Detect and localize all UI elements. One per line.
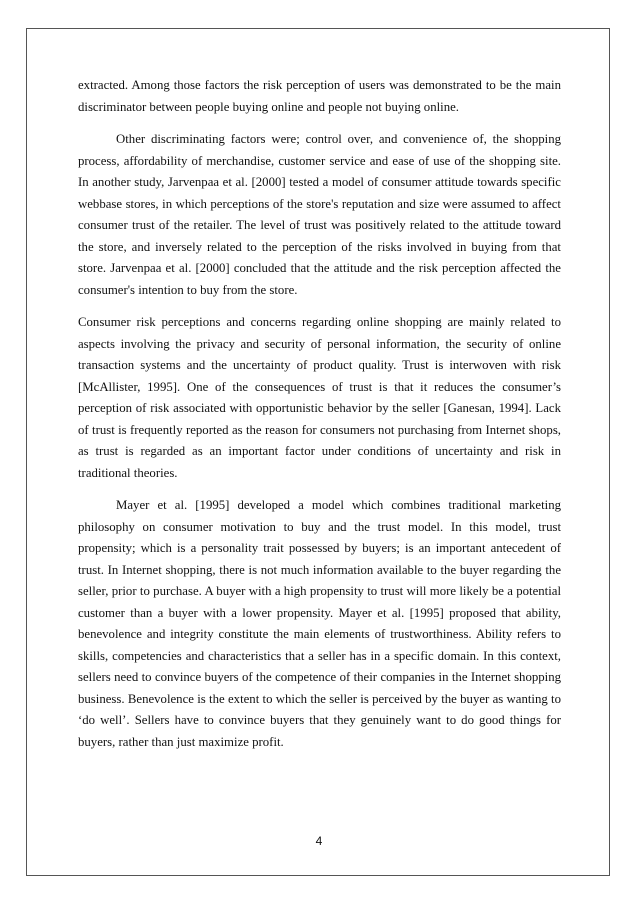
- paragraph-discriminating-factors: Other discriminating factors were; control over, and convenience of, the shopping process, affordability of merchandise, customer service and ease of use of the shopping site. In another study, Jarvenpaa et al. [2000] tested a model of consumer attitude towards specific webbase stores, in which perceptions of the store's reputation and size were assumed to affect consumer trust of the retailer. The level of trust was positively related to the attitude toward the store, and inversely related to the perception of the risks involved in buying from that store. Jarvenpaa et al. [2000] concluded that the attitude and the risk perception affected the consumer's intention to buy from the store.: [78, 132, 561, 297]
- paragraph-mayer-model: Mayer et al. [1995] developed a model which combines traditional marketing philosophy on consumer motivation to buy and the trust model. In this model, trust propensity; which is a personality trait possessed by buyers; is an important antecedent of trust. In Internet shopping, there is not much information available to the buyer regarding the seller, prior to purchase. A buyer with a high propensity to trust will more likely be a potential customer than a buyer with a lower propensity. Mayer et al. [1995] proposed that ability, benevolence and integrity constitute the main elements of trustworthiness. Ability refers to skills, competencies and characteristics that a seller has in a specific domain. In this context, sellers need to convince buyers of the competence of their companies in the Internet shopping business. Benevolence is the extent to which the seller is perceived by the buyer as wanting to ‘do well’. Sellers have to convince buyers that they genuinely want to do good things for buyers, rather than just maximize profit.: [78, 498, 561, 749]
- page-number: 4: [315, 834, 323, 848]
- paragraph-risk-perceptions: Consumer risk perceptions and concerns regarding online shopping are mainly related to aspects involving the privacy and security of personal information, the security of online transaction systems and the uncertainty of product quality. Trust is interwoven with risk [McAllister, 1995]. One of the consequences of trust is that it reduces the consumer’s perception of risk associated with opportunistic behavior by the seller [Ganesan, 1994]. Lack of trust is frequently reported as the reason for consumers not purchasing from Internet shops, as trust is regarded as an important factor under conditions of uncertainty and risk in traditional theories.: [78, 315, 561, 480]
- document-body: [78, 75, 561, 753]
- paragraph-continuation: extracted. Among those factors the risk perception of users was demonstrated to be the main discriminator between people buying online and people not buying online.: [78, 78, 561, 114]
